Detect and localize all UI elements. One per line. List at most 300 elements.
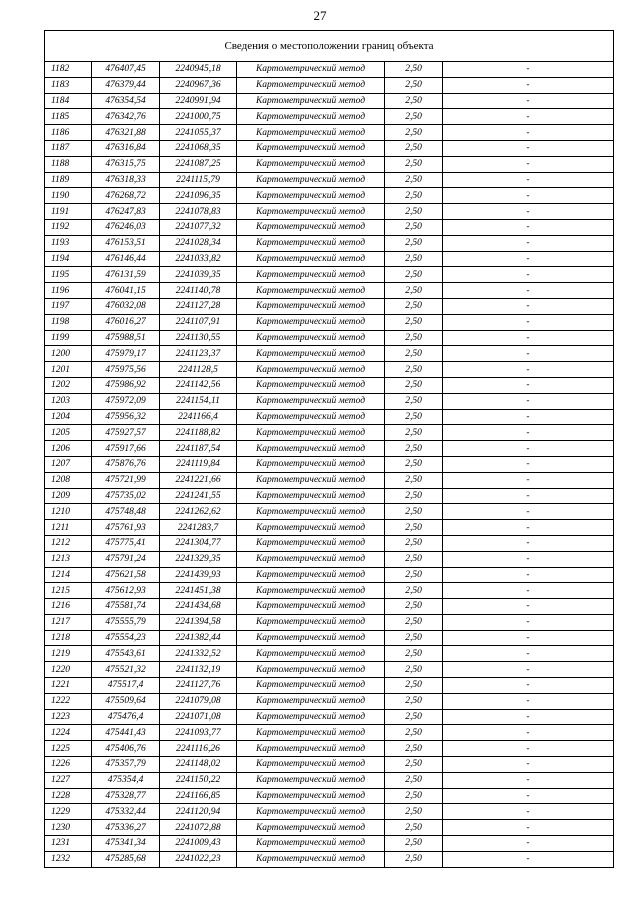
y-coordinate-cell: 2241140,78	[160, 283, 237, 299]
accuracy-cell: 2,50	[385, 456, 443, 472]
y-coordinate-cell: 2241068,35	[160, 140, 237, 156]
table-row	[45, 93, 614, 109]
method-cell: Картометрический метод	[237, 567, 385, 583]
y-coordinate-cell: 2241434,68	[160, 599, 237, 615]
accuracy-cell: 2,50	[385, 219, 443, 235]
y-coordinate-cell: 2240967,36	[160, 77, 237, 93]
y-coordinate-cell: 2241187,54	[160, 441, 237, 457]
accuracy-cell: 2,50	[385, 441, 443, 457]
description-cell: -	[443, 362, 614, 378]
point-number-cell: 1198	[45, 314, 92, 330]
x-coordinate-cell: 475357,79	[92, 757, 160, 773]
y-coordinate-cell: 2241039,35	[160, 267, 237, 283]
y-coordinate-cell: 2241221,66	[160, 472, 237, 488]
point-number-cell: 1231	[45, 836, 92, 852]
description-cell: -	[443, 425, 614, 441]
point-number-cell: 1222	[45, 693, 92, 709]
y-coordinate-cell: 2241033,82	[160, 251, 237, 267]
y-coordinate-cell: 2241188,82	[160, 425, 237, 441]
point-number-cell: 1187	[45, 140, 92, 156]
method-cell: Картометрический метод	[237, 204, 385, 220]
table-row	[45, 583, 614, 599]
description-cell: -	[443, 472, 614, 488]
table-row	[45, 851, 614, 867]
method-cell: Картометрический метод	[237, 156, 385, 172]
table-row	[45, 678, 614, 694]
accuracy-cell: 2,50	[385, 362, 443, 378]
method-cell: Картометрический метод	[237, 140, 385, 156]
method-cell: Картометрический метод	[237, 330, 385, 346]
description-cell: -	[443, 156, 614, 172]
accuracy-cell: 2,50	[385, 409, 443, 425]
accuracy-cell: 2,50	[385, 599, 443, 615]
point-number-cell: 1190	[45, 188, 92, 204]
point-number-cell: 1185	[45, 109, 92, 125]
accuracy-cell: 2,50	[385, 172, 443, 188]
method-cell: Картометрический метод	[237, 77, 385, 93]
method-cell: Картометрический метод	[237, 219, 385, 235]
description-cell: -	[443, 662, 614, 678]
y-coordinate-cell: 2241148,02	[160, 757, 237, 773]
point-number-cell: 1202	[45, 377, 92, 393]
accuracy-cell: 2,50	[385, 820, 443, 836]
y-coordinate-cell: 2241329,35	[160, 551, 237, 567]
table-row	[45, 125, 614, 141]
accuracy-cell: 2,50	[385, 283, 443, 299]
y-coordinate-cell: 2241107,91	[160, 314, 237, 330]
point-number-cell: 1226	[45, 757, 92, 773]
x-coordinate-cell: 475476,4	[92, 709, 160, 725]
point-number-cell: 1196	[45, 283, 92, 299]
table-row	[45, 204, 614, 220]
description-cell: -	[443, 219, 614, 235]
description-cell: -	[443, 535, 614, 551]
description-cell: -	[443, 140, 614, 156]
accuracy-cell: 2,50	[385, 298, 443, 314]
y-coordinate-cell: 2241128,5	[160, 362, 237, 378]
y-coordinate-cell: 2241022,23	[160, 851, 237, 867]
description-cell: -	[443, 204, 614, 220]
table-row	[45, 488, 614, 504]
description-cell: -	[443, 804, 614, 820]
x-coordinate-cell: 475341,34	[92, 836, 160, 852]
table-row	[45, 235, 614, 251]
y-coordinate-cell: 2241009,43	[160, 836, 237, 852]
point-number-cell: 1199	[45, 330, 92, 346]
method-cell: Картометрический метод	[237, 693, 385, 709]
x-coordinate-cell: 475917,66	[92, 441, 160, 457]
x-coordinate-cell: 475354,4	[92, 772, 160, 788]
accuracy-cell: 2,50	[385, 646, 443, 662]
method-cell: Картометрический метод	[237, 709, 385, 725]
method-cell: Картометрический метод	[237, 393, 385, 409]
point-number-cell: 1197	[45, 298, 92, 314]
description-cell: -	[443, 172, 614, 188]
point-number-cell: 1192	[45, 219, 92, 235]
accuracy-cell: 2,50	[385, 520, 443, 536]
y-coordinate-cell: 2241072,88	[160, 820, 237, 836]
y-coordinate-cell: 2241142,56	[160, 377, 237, 393]
point-number-cell: 1195	[45, 267, 92, 283]
method-cell: Картометрический метод	[237, 362, 385, 378]
description-cell: -	[443, 757, 614, 773]
accuracy-cell: 2,50	[385, 393, 443, 409]
point-number-cell: 1204	[45, 409, 92, 425]
table-row	[45, 251, 614, 267]
x-coordinate-cell: 475554,23	[92, 630, 160, 646]
x-coordinate-cell: 475876,76	[92, 456, 160, 472]
x-coordinate-cell: 476315,75	[92, 156, 160, 172]
y-coordinate-cell: 2240991,94	[160, 93, 237, 109]
accuracy-cell: 2,50	[385, 188, 443, 204]
table-row	[45, 662, 614, 678]
point-number-cell: 1209	[45, 488, 92, 504]
point-number-cell: 1193	[45, 235, 92, 251]
point-number-cell: 1224	[45, 725, 92, 741]
table-row	[45, 62, 614, 78]
point-number-cell: 1216	[45, 599, 92, 615]
x-coordinate-cell: 476318,33	[92, 172, 160, 188]
x-coordinate-cell: 475406,76	[92, 741, 160, 757]
x-coordinate-cell: 476016,27	[92, 314, 160, 330]
accuracy-cell: 2,50	[385, 140, 443, 156]
accuracy-cell: 2,50	[385, 125, 443, 141]
y-coordinate-cell: 2240945,18	[160, 62, 237, 78]
table-row	[45, 804, 614, 820]
description-cell: -	[443, 583, 614, 599]
point-number-cell: 1188	[45, 156, 92, 172]
method-cell: Картометрический метод	[237, 772, 385, 788]
accuracy-cell: 2,50	[385, 662, 443, 678]
table-row	[45, 535, 614, 551]
description-cell: -	[443, 614, 614, 630]
table-row	[45, 741, 614, 757]
y-coordinate-cell: 2241119,84	[160, 456, 237, 472]
y-coordinate-cell: 2241451,38	[160, 583, 237, 599]
y-coordinate-cell: 2241304,77	[160, 535, 237, 551]
point-number-cell: 1186	[45, 125, 92, 141]
point-number-cell: 1217	[45, 614, 92, 630]
point-number-cell: 1220	[45, 662, 92, 678]
description-cell: -	[443, 772, 614, 788]
description-cell: -	[443, 488, 614, 504]
point-number-cell: 1189	[45, 172, 92, 188]
accuracy-cell: 2,50	[385, 504, 443, 520]
accuracy-cell: 2,50	[385, 346, 443, 362]
x-coordinate-cell: 475986,92	[92, 377, 160, 393]
x-coordinate-cell: 476032,08	[92, 298, 160, 314]
description-cell: -	[443, 725, 614, 741]
table-row	[45, 456, 614, 472]
method-cell: Картометрический метод	[237, 93, 385, 109]
x-coordinate-cell: 476316,84	[92, 140, 160, 156]
description-cell: -	[443, 678, 614, 694]
y-coordinate-cell: 2241115,79	[160, 172, 237, 188]
point-number-cell: 1208	[45, 472, 92, 488]
method-cell: Картометрический метод	[237, 62, 385, 78]
method-cell: Картометрический метод	[237, 662, 385, 678]
description-cell: -	[443, 599, 614, 615]
x-coordinate-cell: 475441,43	[92, 725, 160, 741]
accuracy-cell: 2,50	[385, 235, 443, 251]
point-number-cell: 1210	[45, 504, 92, 520]
table-row	[45, 156, 614, 172]
x-coordinate-cell: 476379,44	[92, 77, 160, 93]
point-number-cell: 1207	[45, 456, 92, 472]
description-cell: -	[443, 567, 614, 583]
y-coordinate-cell: 2241154,11	[160, 393, 237, 409]
y-coordinate-cell: 2241283,7	[160, 520, 237, 536]
table-row	[45, 820, 614, 836]
y-coordinate-cell: 2241166,4	[160, 409, 237, 425]
y-coordinate-cell: 2241123,37	[160, 346, 237, 362]
point-number-cell: 1225	[45, 741, 92, 757]
x-coordinate-cell: 475735,02	[92, 488, 160, 504]
method-cell: Картометрический метод	[237, 583, 385, 599]
table-row	[45, 772, 614, 788]
method-cell: Картометрический метод	[237, 425, 385, 441]
x-coordinate-cell: 475927,57	[92, 425, 160, 441]
accuracy-cell: 2,50	[385, 614, 443, 630]
x-coordinate-cell: 476268,72	[92, 188, 160, 204]
method-cell: Картометрический метод	[237, 599, 385, 615]
page-number: 27	[313, 8, 327, 23]
y-coordinate-cell: 2241055,37	[160, 125, 237, 141]
table-row	[45, 646, 614, 662]
method-cell: Картометрический метод	[237, 646, 385, 662]
x-coordinate-cell: 475332,44	[92, 804, 160, 820]
method-cell: Картометрический метод	[237, 520, 385, 536]
point-number-cell: 1228	[45, 788, 92, 804]
table-row	[45, 377, 614, 393]
accuracy-cell: 2,50	[385, 788, 443, 804]
method-cell: Картометрический метод	[237, 298, 385, 314]
table-row	[45, 551, 614, 567]
method-cell: Картометрический метод	[237, 836, 385, 852]
y-coordinate-cell: 2241332,52	[160, 646, 237, 662]
y-coordinate-cell: 2241382,44	[160, 630, 237, 646]
method-cell: Картометрический метод	[237, 820, 385, 836]
table-row	[45, 630, 614, 646]
x-coordinate-cell: 475612,93	[92, 583, 160, 599]
description-cell: -	[443, 851, 614, 867]
table-row	[45, 520, 614, 536]
method-cell: Картометрический метод	[237, 741, 385, 757]
x-coordinate-cell: 476041,15	[92, 283, 160, 299]
x-coordinate-cell: 475521,32	[92, 662, 160, 678]
point-number-cell: 1183	[45, 77, 92, 93]
description-cell: -	[443, 409, 614, 425]
accuracy-cell: 2,50	[385, 757, 443, 773]
description-cell: -	[443, 646, 614, 662]
table-row	[45, 172, 614, 188]
accuracy-cell: 2,50	[385, 725, 443, 741]
x-coordinate-cell: 476131,59	[92, 267, 160, 283]
x-coordinate-cell: 475979,17	[92, 346, 160, 362]
point-number-cell: 1191	[45, 204, 92, 220]
accuracy-cell: 2,50	[385, 488, 443, 504]
y-coordinate-cell: 2241166,85	[160, 788, 237, 804]
x-coordinate-cell: 475336,27	[92, 820, 160, 836]
y-coordinate-cell: 2241028,34	[160, 235, 237, 251]
point-number-cell: 1215	[45, 583, 92, 599]
y-coordinate-cell: 2241241,55	[160, 488, 237, 504]
description-cell: -	[443, 504, 614, 520]
x-coordinate-cell: 475285,68	[92, 851, 160, 867]
point-number-cell: 1223	[45, 709, 92, 725]
x-coordinate-cell: 475988,51	[92, 330, 160, 346]
accuracy-cell: 2,50	[385, 156, 443, 172]
y-coordinate-cell: 2241394,58	[160, 614, 237, 630]
description-cell: -	[443, 520, 614, 536]
table-row	[45, 283, 614, 299]
accuracy-cell: 2,50	[385, 709, 443, 725]
x-coordinate-cell: 476354,54	[92, 93, 160, 109]
method-cell: Картометрический метод	[237, 456, 385, 472]
method-cell: Картометрический метод	[237, 109, 385, 125]
description-cell: -	[443, 709, 614, 725]
y-coordinate-cell: 2241078,83	[160, 204, 237, 220]
description-cell: -	[443, 283, 614, 299]
point-number-cell: 1205	[45, 425, 92, 441]
point-number-cell: 1211	[45, 520, 92, 536]
method-cell: Картометрический метод	[237, 346, 385, 362]
accuracy-cell: 2,50	[385, 630, 443, 646]
y-coordinate-cell: 2241132,19	[160, 662, 237, 678]
table-row	[45, 725, 614, 741]
point-number-cell: 1221	[45, 678, 92, 694]
accuracy-cell: 2,50	[385, 109, 443, 125]
table-row	[45, 330, 614, 346]
point-number-cell: 1230	[45, 820, 92, 836]
table-row	[45, 109, 614, 125]
y-coordinate-cell: 2241262,62	[160, 504, 237, 520]
method-cell: Картометрический метод	[237, 283, 385, 299]
table-body	[45, 62, 614, 868]
description-cell: -	[443, 836, 614, 852]
y-coordinate-cell: 2241439,93	[160, 567, 237, 583]
method-cell: Картометрический метод	[237, 314, 385, 330]
point-number-cell: 1213	[45, 551, 92, 567]
x-coordinate-cell: 475791,24	[92, 551, 160, 567]
x-coordinate-cell: 476246,03	[92, 219, 160, 235]
y-coordinate-cell: 2241077,32	[160, 219, 237, 235]
y-coordinate-cell: 2241071,08	[160, 709, 237, 725]
description-cell: -	[443, 377, 614, 393]
point-number-cell: 1203	[45, 393, 92, 409]
x-coordinate-cell: 476247,83	[92, 204, 160, 220]
description-cell: -	[443, 314, 614, 330]
method-cell: Картометрический метод	[237, 504, 385, 520]
accuracy-cell: 2,50	[385, 678, 443, 694]
point-number-cell: 1184	[45, 93, 92, 109]
boundary-coordinates-table	[44, 30, 614, 868]
y-coordinate-cell: 2241150,22	[160, 772, 237, 788]
table-row	[45, 362, 614, 378]
table-title: Сведения о местоположении границ объекта	[45, 31, 614, 62]
method-cell: Картометрический метод	[237, 804, 385, 820]
table-row	[45, 614, 614, 630]
x-coordinate-cell: 475975,56	[92, 362, 160, 378]
description-cell: -	[443, 188, 614, 204]
method-cell: Картометрический метод	[237, 472, 385, 488]
table-row	[45, 409, 614, 425]
point-number-cell: 1227	[45, 772, 92, 788]
method-cell: Картометрический метод	[237, 788, 385, 804]
table-row	[45, 219, 614, 235]
method-cell: Картометрический метод	[237, 441, 385, 457]
method-cell: Картометрический метод	[237, 377, 385, 393]
accuracy-cell: 2,50	[385, 472, 443, 488]
method-cell: Картометрический метод	[237, 535, 385, 551]
table-row	[45, 599, 614, 615]
x-coordinate-cell: 475509,64	[92, 693, 160, 709]
method-cell: Картометрический метод	[237, 251, 385, 267]
description-cell: -	[443, 109, 614, 125]
y-coordinate-cell: 2241096,35	[160, 188, 237, 204]
accuracy-cell: 2,50	[385, 836, 443, 852]
method-cell: Картометрический метод	[237, 409, 385, 425]
accuracy-cell: 2,50	[385, 851, 443, 867]
point-number-cell: 1229	[45, 804, 92, 820]
accuracy-cell: 2,50	[385, 267, 443, 283]
y-coordinate-cell: 2241093,77	[160, 725, 237, 741]
description-cell: -	[443, 551, 614, 567]
accuracy-cell: 2,50	[385, 583, 443, 599]
x-coordinate-cell: 476321,88	[92, 125, 160, 141]
description-cell: -	[443, 820, 614, 836]
accuracy-cell: 2,50	[385, 425, 443, 441]
accuracy-cell: 2,50	[385, 314, 443, 330]
method-cell: Картометрический метод	[237, 630, 385, 646]
point-number-cell: 1200	[45, 346, 92, 362]
x-coordinate-cell: 476153,51	[92, 235, 160, 251]
table-row	[45, 314, 614, 330]
x-coordinate-cell: 476407,45	[92, 62, 160, 78]
method-cell: Картометрический метод	[237, 188, 385, 204]
description-cell: -	[443, 77, 614, 93]
table-row	[45, 567, 614, 583]
x-coordinate-cell: 475721,99	[92, 472, 160, 488]
table-row	[45, 836, 614, 852]
accuracy-cell: 2,50	[385, 62, 443, 78]
x-coordinate-cell: 476146,44	[92, 251, 160, 267]
accuracy-cell: 2,50	[385, 77, 443, 93]
method-cell: Картометрический метод	[237, 725, 385, 741]
x-coordinate-cell: 475581,74	[92, 599, 160, 615]
y-coordinate-cell: 2241127,76	[160, 678, 237, 694]
table-row	[45, 77, 614, 93]
x-coordinate-cell: 475775,41	[92, 535, 160, 551]
table-row	[45, 346, 614, 362]
x-coordinate-cell: 475621,58	[92, 567, 160, 583]
x-coordinate-cell: 475761,93	[92, 520, 160, 536]
point-number-cell: 1212	[45, 535, 92, 551]
description-cell: -	[443, 346, 614, 362]
y-coordinate-cell: 2241000,75	[160, 109, 237, 125]
description-cell: -	[443, 630, 614, 646]
x-coordinate-cell: 475543,61	[92, 646, 160, 662]
table-row	[45, 709, 614, 725]
x-coordinate-cell: 476342,76	[92, 109, 160, 125]
table-row	[45, 140, 614, 156]
description-cell: -	[443, 93, 614, 109]
description-cell: -	[443, 251, 614, 267]
method-cell: Картометрический метод	[237, 614, 385, 630]
description-cell: -	[443, 267, 614, 283]
y-coordinate-cell: 2241130,55	[160, 330, 237, 346]
x-coordinate-cell: 475972,09	[92, 393, 160, 409]
